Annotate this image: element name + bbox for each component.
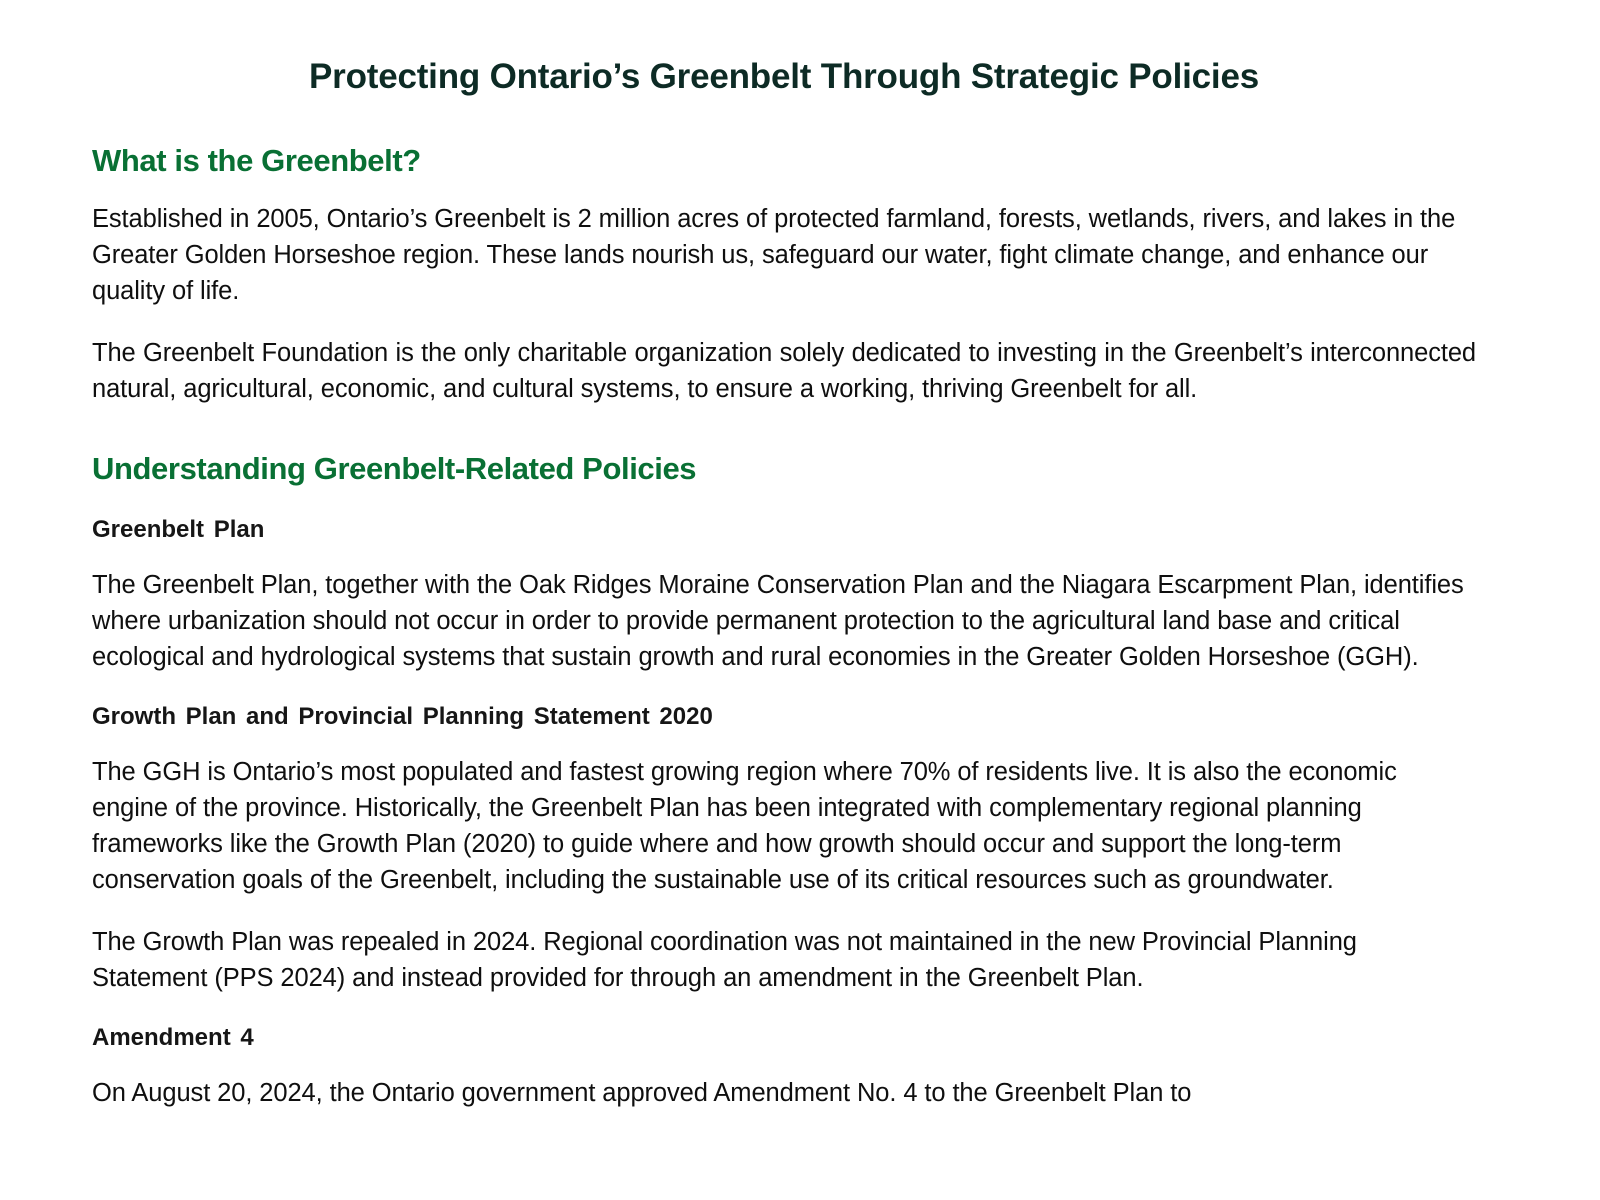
sub-heading-growth-plan-pps-2020: Growth Plan and Provincial Planning Statement 2020 [92, 703, 713, 730]
document-content [92, 0, 1476, 1111]
page-title: Protecting Ontario’s Greenbelt Through Strategic Policies [309, 57, 1259, 96]
section-heading-what-is-the-greenbelt: What is the Greenbelt? [92, 143, 421, 178]
section-heading-understanding-policies: Understanding Greenbelt-Related Policies [92, 451, 697, 486]
paragraph-growth-plan-repealed: The Growth Plan was repealed in 2024. Regional coordination was not maintained in the new Provincial Planning Statement (PPS 2024) and instead provided for through an amendment in the Greenbelt Plan. [92, 928, 1357, 992]
sub-heading-greenbelt-plan: Greenbelt Plan [92, 516, 265, 543]
paragraph-greenbelt-foundation: The Greenbelt Foundation is the only charitable organization solely dedicated to investing in the Greenbelt’s interconnected natural, agricultural, economic, and cultural systems, to ensure a working, thriving Greenbelt for all. [92, 339, 1476, 403]
paragraph-greenbelt-definition: Established in 2005, Ontario’s Greenbelt is 2 million acres of protected farmland, forests, wetlands, rivers, and lakes in the Greater Golden Horseshoe region. These lands nourish us, safeguard our water, fight climate change, and enhance our quality of life. [92, 205, 1456, 305]
sub-heading-amendment-4: Amendment 4 [92, 1024, 254, 1051]
paragraph-greenbelt-plan-description: The Greenbelt Plan, together with the Oak Ridges Moraine Conservation Plan and the Niagara Escarpment Plan, identifies where urbanization should not occur in order to provide permanent protection to the agricultural land base and critical ecological and hydrological systems that sustain growth and rural economies in the Greater Golden Horseshoe (GGH). [92, 571, 1464, 671]
paragraph-amendment-4-description: On August 20, 2024, the Ontario government approved Amendment No. 4 to the Greenbelt Plan to [92, 1079, 1192, 1107]
paragraph-ggh-economic-engine: The GGH is Ontario’s most populated and fastest growing region where 70% of residents live. It is also the economic engine of the province. Historically, the Greenbelt Plan has been integrated with complementary regional planning frameworks like the Growth Plan (2020) to guide where and how growth should occur and support the long-term conservation goals of the Greenbelt, including the sustainable use of its critical resources such as groundwater. [92, 758, 1397, 894]
